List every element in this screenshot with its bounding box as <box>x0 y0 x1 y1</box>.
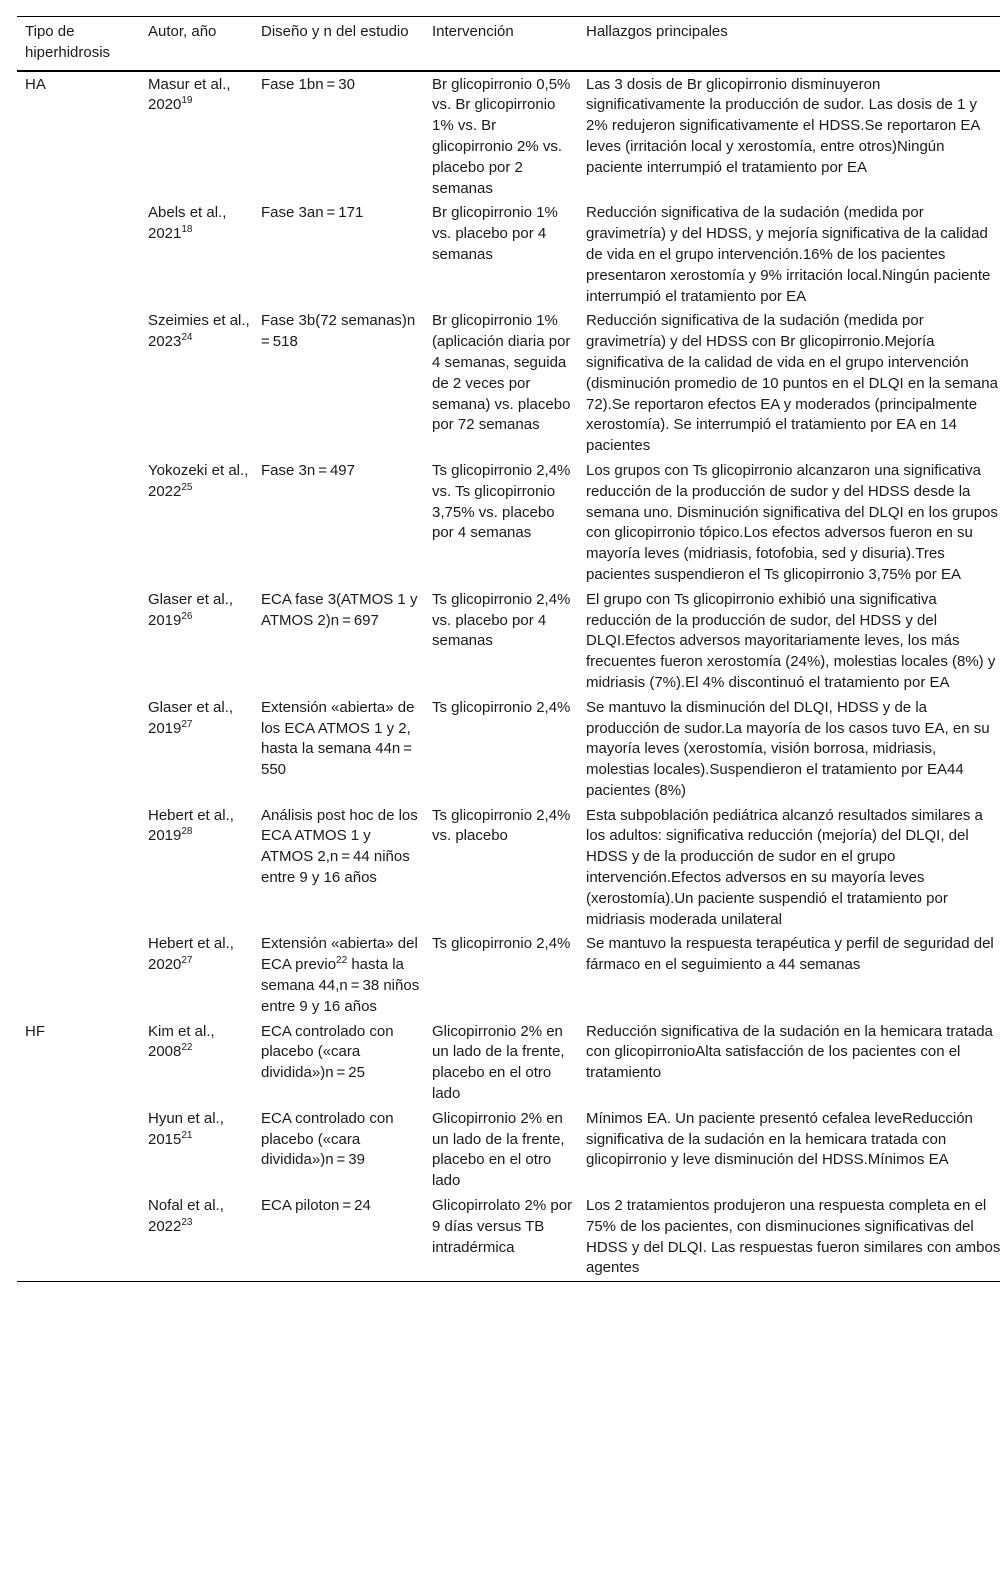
cell-design: Fase 3an = 171 <box>261 204 364 222</box>
cell-type <box>17 1107 140 1194</box>
cell-findings: Reducción significativa de la sudación (medida por gravimetría) y del HDSS con Br glicopirronio.Mejoría significativa de la calidad de vida en el grupo intervención (disminución promedio de 10 puntos en el DLQI en la semana 72).Se reportaron efectos EA y moderados (principalmente xerostomía). Se interrumpió el tratamiento por EA en 14 pacientes <box>586 312 998 455</box>
cell-findings: Los 2 tratamientos produjeron una respuesta completa en el 75% de los pacientes, con disminuciones significativas del HDSS y del DLQI. Las respuestas fueron similares con ambos agentes <box>586 1197 1000 1277</box>
cell-type <box>17 309 140 459</box>
cell-findings: Reducción significativa de la sudación en la hemicara tratada con glicopirronioAlta satisfacción de los pacientes con el tratamiento <box>586 1022 993 1082</box>
author-text: Abels et al., 2021 <box>148 204 227 243</box>
table-row <box>17 201 1000 309</box>
author-text: Glaser et al., 2019 <box>148 698 234 737</box>
header-author: Autor, año <box>148 23 217 40</box>
cell-author <box>140 588 253 696</box>
table-row <box>17 1020 1000 1107</box>
reference-number: 24 <box>181 332 193 344</box>
cell-findings: Esta subpoblación pediátrica alcanzó resultados similares a los adultos: significativa reducción (mejoría) del DLQI, del HDSS y de la producción de sudor en el grupo intervención.Efectos adversos en su mayoría leves (xerostomía).Un paciente suspendió el tratamiento por midriasis moderada unilateral <box>586 806 983 928</box>
reference-number: 22 <box>181 1042 193 1054</box>
cell-findings: Reducción significativa de la sudación (medida por gravimetría) y del HDSS, y mejoría significativa de la calidad de vida en el grupo intervención.16% de los pacientes presentaron xerostomía y 9% irritación local.Ningún paciente interrumpió el tratamiento por EA <box>586 204 991 305</box>
reference-number: 19 <box>181 95 193 107</box>
cell-design: ECA fase 3(ATMOS 1 y ATMOS 2)n = 697 <box>261 590 418 629</box>
cell-design: Fase 1bn = 30 <box>261 75 355 93</box>
reference-number: 26 <box>181 610 193 622</box>
cell-design: ECA controlado con placebo («cara dividida»)n = 25 <box>261 1022 394 1082</box>
cell-author <box>140 1020 253 1107</box>
author-text: Szeimies et al., 2023 <box>148 312 250 351</box>
cell-findings: Se mantuvo la respuesta terapéutica y perfil de seguridad del fármaco en el seguimiento a 44 semanas <box>586 935 994 974</box>
header-design: Diseño y n del estudio <box>261 23 409 40</box>
cell-intervention: Br glicopirronio 0,5% vs. Br glicopirronio 1% vs. Br glicopirronio 2% vs. placebo por 2 semanas <box>432 75 571 197</box>
header-intervention: Intervención <box>432 23 514 40</box>
cell-author <box>140 201 253 309</box>
cell-author <box>140 696 253 804</box>
cell-findings: Mínimos EA. Un paciente presentó cefalea leveReducción significativa de la sudación en la hemicara tratada con glicopirronio y leve disminución del HDSS.Mínimos EA <box>586 1109 973 1169</box>
cell-intervention: Glicopirrolato 2% por 9 días versus TB intradérmica <box>432 1197 573 1256</box>
reference-number: 28 <box>181 826 193 838</box>
cell-intervention: Glicopirronio 2% en un lado de la frente, placebo en el otro lado <box>432 1109 565 1190</box>
cell-author <box>140 309 253 459</box>
cell-design: ECA controlado con placebo («cara dividida»)n = 39 <box>261 1109 394 1169</box>
cell-author <box>140 932 253 1019</box>
author-text: Nofal et al., 2022 <box>148 1197 224 1235</box>
author-text: Yokozeki et al., 2022 <box>148 461 249 500</box>
cell-author <box>140 1107 253 1194</box>
reference-number: 27 <box>181 718 193 730</box>
reference-number: 27 <box>181 955 193 967</box>
cell-type <box>17 804 140 933</box>
reference-number: 25 <box>181 481 193 493</box>
cell-findings: El grupo con Ts glicopirronio exhibió una significativa reducción de la producción de sudor, del HDSS y del DLQI.Efectos adversos mayoritariamente leves, los más frecuentes fueron xerostomía (24%), molestias locales (8%) y midriasis (7%).El 4% discontinuó el tratamiento por EA <box>586 590 996 691</box>
cell-type <box>17 696 140 804</box>
reference-number: 23 <box>181 1216 193 1228</box>
cell-design: ECA piloton = 24 <box>261 1197 371 1215</box>
cell-findings: Las 3 dosis de Br glicopirronio disminuyeron significativamente la producción de sudor. Las dosis de 1 y 2% redujeron significativamente el HDSS.Se reportaron EA leves (irritación local y xerostomía, entre otros)Ningún paciente interrumpió el tratamiento por EA <box>586 75 980 176</box>
design-text: hasta la semana 44,n = 38 niños entre 9 y 16 años <box>261 956 420 1015</box>
cell-design: Extensión «abierta» de los ECA ATMOS 1 y 2, hasta la semana 44n = 550 <box>261 698 416 779</box>
cell-intervention: Ts glicopirronio 2,4% <box>432 935 571 953</box>
author-text: Masur et al., 2020 <box>148 75 231 114</box>
cell-design: Fase 3n = 497 <box>261 461 355 479</box>
design-text: Extensión «abierta» del ECA previo <box>261 935 418 974</box>
cell-intervention: Ts glicopirronio 2,4% vs. Ts glicopirronio 3,75% vs. placebo por 4 semanas <box>432 461 571 542</box>
table-row <box>17 932 1000 1019</box>
cell-type <box>17 201 140 309</box>
cell-design: Análisis post hoc de los ECA ATMOS 1 y ATMOS 2,n = 44 niños entre 9 y 16 años <box>261 806 418 887</box>
cell-intervention: Ts glicopirronio 2,4% vs. placebo por 4 semanas <box>432 590 571 650</box>
table-row <box>17 588 1000 696</box>
author-text: Hebert et al., 2020 <box>148 935 234 974</box>
author-text: Hebert et al., 2019 <box>148 806 234 845</box>
cell-type: HF <box>25 1022 45 1040</box>
table-row <box>17 1107 1000 1194</box>
reference-number: 18 <box>181 224 193 236</box>
cell-type <box>17 588 140 696</box>
author-text: Glaser et al., 2019 <box>148 590 234 629</box>
header-findings: Hallazgos principales <box>586 23 728 40</box>
cell-author <box>140 459 253 588</box>
cell-type <box>17 932 140 1019</box>
cell-author <box>140 71 253 202</box>
reference-number: 22 <box>336 955 348 967</box>
table-row <box>17 459 1000 588</box>
cell-type: HA <box>25 75 46 93</box>
cell-type <box>17 459 140 588</box>
cell-findings: Los grupos con Ts glicopirronio alcanzaron una significativa reducción de la producción de sudor y del HDSS desde la semana uno. Disminución significativa del DLQI en los grupos con glicopirronio tópico.Los efectos adversos fueron en su mayoría leves (midriasis, fotofobia, sed y disuria).Tres pacientes suspendieron el Ts glicopirronio 3,75% por EA <box>586 461 998 583</box>
author-text: Kim et al., 2008 <box>148 1022 215 1061</box>
table-row <box>17 804 1000 933</box>
header-type: Tipo de hiperhidrosis <box>25 23 111 61</box>
evidence-table <box>17 16 1000 1282</box>
cell-intervention: Ts glicopirronio 2,4% <box>432 698 571 716</box>
table-header-row <box>17 17 1000 71</box>
reference-number: 21 <box>181 1129 193 1141</box>
cell-author <box>140 1194 253 1282</box>
table-row <box>17 696 1000 804</box>
table-row <box>17 1194 1000 1282</box>
cell-author <box>140 804 253 933</box>
author-text: Hyun et al., 2015 <box>148 1109 224 1148</box>
table-row <box>17 71 1000 202</box>
cell-design <box>253 932 424 1019</box>
cell-intervention: Ts glicopirronio 2,4% vs. placebo <box>432 806 571 845</box>
table-row <box>17 309 1000 459</box>
cell-design: Fase 3b(72 semanas)n = 518 <box>261 312 419 351</box>
cell-intervention: Br glicopirronio 1% (aplicación diaria por 4 semanas, seguida de 2 veces por semana) vs. placebo por 72 semanas <box>432 312 571 434</box>
cell-intervention: Glicopirronio 2% en un lado de la frente, placebo en el otro lado <box>432 1022 565 1103</box>
cell-intervention: Br glicopirronio 1% vs. placebo por 4 semanas <box>432 204 558 263</box>
cell-type <box>17 1194 140 1282</box>
cell-findings: Se mantuvo la disminución del DLQI, HDSS y de la producción de sudor.La mayoría de los casos tuvo EA, en su mayoría leves (xerostomía, visión borrosa, midriasis, molestias locales).Suspendieron el tratamiento por EA44 pacientes (8%) <box>586 698 990 799</box>
